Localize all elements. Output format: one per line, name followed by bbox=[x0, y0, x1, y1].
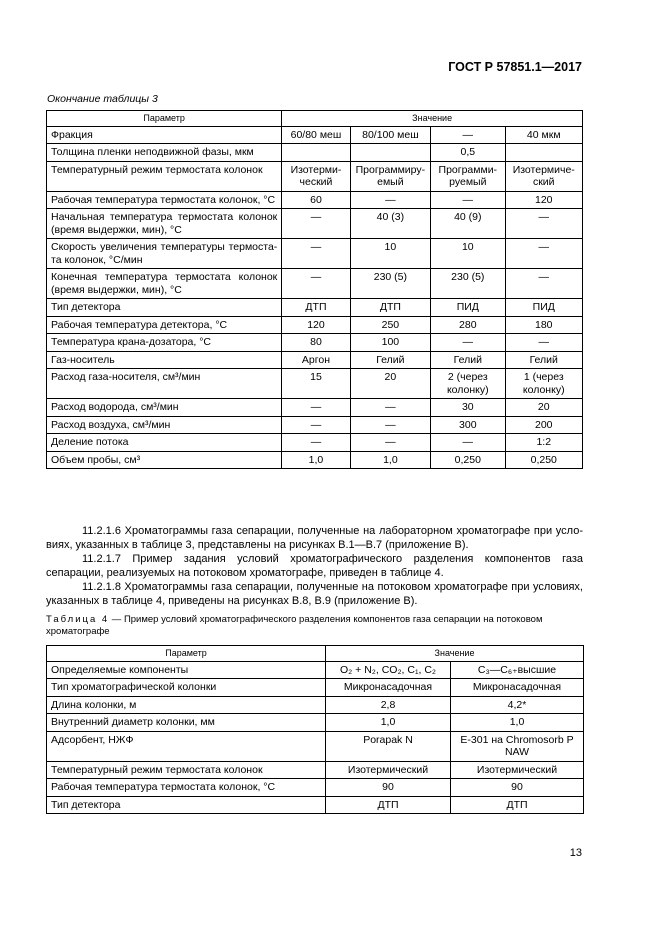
table3-row bbox=[47, 351, 583, 369]
table3-row bbox=[47, 334, 583, 352]
table3-row bbox=[47, 399, 583, 417]
table3-value-cell: Программи-руемый bbox=[431, 161, 505, 191]
table4-header-row bbox=[47, 646, 584, 662]
table3-value-cell: 20 bbox=[350, 369, 430, 399]
table4-param-cell: Тип хроматографической колонки bbox=[47, 679, 326, 697]
table3-value-cell: 80/100 меш bbox=[350, 126, 430, 144]
table4-caption bbox=[46, 614, 583, 638]
table4-row bbox=[47, 761, 584, 779]
table4-param-cell: Длина колонки, м bbox=[47, 696, 326, 714]
table4-row bbox=[47, 714, 584, 732]
table3-param-cell: Деление потока bbox=[47, 434, 282, 452]
table3-value-cell: 230 (5) bbox=[350, 269, 430, 299]
table3-value-cell: 1,0 bbox=[350, 451, 430, 469]
table3-value-cell: 300 bbox=[431, 416, 505, 434]
table3-header-row bbox=[47, 111, 583, 127]
table3-value-cell: — bbox=[505, 269, 583, 299]
table4-param-cell: Определяемые компоненты bbox=[47, 661, 326, 679]
page-number: 13 bbox=[569, 847, 582, 859]
table3-value-cell: — bbox=[350, 191, 430, 209]
table4-value-cell: Изотермический bbox=[451, 761, 584, 779]
table3-row bbox=[47, 434, 583, 452]
table3-value-cell: Гелий bbox=[505, 351, 583, 369]
table4-param-cell: Внутренний диаметр колонки, мм bbox=[47, 714, 326, 732]
table3-value-cell: — bbox=[431, 434, 505, 452]
table3-row bbox=[47, 161, 583, 191]
paragraph-11-2-1-7: 11.2.1.7 Пример задания условий хроматографического разделения компонентов газа сепарации, реализуемых на потоковом хроматографе, приведен в таблице 4. bbox=[46, 553, 583, 579]
table3-value-cell: Изотерми-ческий bbox=[282, 161, 350, 191]
table3-row bbox=[47, 416, 583, 434]
table4-value-cell: Микронасадочная bbox=[326, 679, 451, 697]
table4-row bbox=[47, 661, 584, 679]
table3-param-cell: Конечная температура термостата колонок (время выдержки, мин), °С bbox=[47, 269, 282, 299]
table3-param-cell: Температурный режим термостата колонок bbox=[47, 161, 282, 191]
table3-value-cell: — bbox=[505, 334, 583, 352]
table3-value-cell: — bbox=[431, 334, 505, 352]
paragraph-11-2-1-6: 11.2.1.6 Хроматограммы газа сепарации, полученные на лабораторном хроматографе при усло-виях, указанных в таблице 3, представлены на рисунках В.1—В.7 (приложение В). bbox=[46, 525, 583, 551]
table3-value-cell: 80 bbox=[282, 334, 350, 352]
table3-value-cell bbox=[350, 144, 430, 162]
table3-param-cell: Начальная температура термостата колонок (время выдержки, мин), °С bbox=[47, 209, 282, 239]
table4-value-cell: Е-301 на Chromosorb P NAW bbox=[451, 731, 584, 761]
table3-value-cell: 20 bbox=[505, 399, 583, 417]
table3-row bbox=[47, 126, 583, 144]
table3-row bbox=[47, 369, 583, 399]
table4-value-cell: 90 bbox=[451, 779, 584, 797]
table3-param-cell: Толщина пленки неподвижной фазы, мкм bbox=[47, 144, 282, 162]
table3-param-cell: Рабочая температура термостата колонок, °С bbox=[47, 191, 282, 209]
table4-row bbox=[47, 779, 584, 797]
table3-value-cell: Гелий bbox=[431, 351, 505, 369]
table3-header-param: Параметр bbox=[47, 111, 282, 127]
table3-row bbox=[47, 144, 583, 162]
table3-value-cell: 10 bbox=[431, 239, 505, 269]
table3-value-cell: 40 мкм bbox=[505, 126, 583, 144]
table3-value-cell: Аргон bbox=[282, 351, 350, 369]
table3-value-cell bbox=[282, 144, 350, 162]
table3-value-cell: — bbox=[350, 434, 430, 452]
table3-value-cell: — bbox=[282, 416, 350, 434]
paragraph-11-2-1-8: 11.2.1.8 Хроматограммы газа сепарации, полученные на потоковом хроматографе при условиях, указанных в таблице 4, приведены на рисунках В.8, В.9 (приложение В). bbox=[46, 581, 583, 607]
table-4 bbox=[46, 645, 584, 814]
table3-param-cell: Скорость увеличения температуры термоста-та колонок, °С/мин bbox=[47, 239, 282, 269]
table-3 bbox=[46, 110, 583, 469]
table3-value-cell: 2 (через колонку) bbox=[431, 369, 505, 399]
table3-header-value: Значение bbox=[282, 111, 583, 127]
table3-value-cell: 15 bbox=[282, 369, 350, 399]
table3-value-cell: — bbox=[282, 269, 350, 299]
table4-value-cell: 2,8 bbox=[326, 696, 451, 714]
table3-value-cell bbox=[505, 144, 583, 162]
table4-caption-label: Таблица 4 bbox=[46, 614, 110, 625]
table3-row bbox=[47, 191, 583, 209]
table3-value-cell: 60/80 меш bbox=[282, 126, 350, 144]
table3-value-cell: — bbox=[431, 126, 505, 144]
table4-value-cell: ДТП bbox=[451, 796, 584, 814]
table3-value-cell: ДТП bbox=[282, 299, 350, 317]
table3-value-cell: 1 (через колонку) bbox=[505, 369, 583, 399]
table3-param-cell: Газ-носитель bbox=[47, 351, 282, 369]
table3-value-cell: 280 bbox=[431, 316, 505, 334]
table3-value-cell: — bbox=[350, 399, 430, 417]
table3-value-cell: 200 bbox=[505, 416, 583, 434]
table3-param-cell: Расход водорода, см³/мин bbox=[47, 399, 282, 417]
table3-param-cell: Объем пробы, см³ bbox=[47, 451, 282, 469]
table3-value-cell: — bbox=[431, 191, 505, 209]
table3-value-cell: 10 bbox=[350, 239, 430, 269]
table3-value-cell: — bbox=[505, 239, 583, 269]
table4-param-cell: Температурный режим термостата колонок bbox=[47, 761, 326, 779]
table3-value-cell: 30 bbox=[431, 399, 505, 417]
document-header: ГОСТ Р 57851.1—2017 bbox=[448, 60, 582, 74]
table4-value-cell: Porapak N bbox=[326, 731, 451, 761]
table4-param-cell: Адсорбент, НЖФ bbox=[47, 731, 326, 761]
table3-value-cell: 0,250 bbox=[505, 451, 583, 469]
table3-param-cell: Фракция bbox=[47, 126, 282, 144]
table3-param-cell: Температура крана-дозатора, °С bbox=[47, 334, 282, 352]
table4-value-cell: C₃—C₆₊высшие bbox=[451, 661, 584, 679]
table4-param-cell: Тип детектора bbox=[47, 796, 326, 814]
table3-row bbox=[47, 209, 583, 239]
table4-value-cell: Микронасадочная bbox=[451, 679, 584, 697]
table4-header-value: Значение bbox=[326, 646, 584, 662]
table3-value-cell: — bbox=[505, 209, 583, 239]
table4-row bbox=[47, 696, 584, 714]
table3-param-cell: Расход газа-носителя, см³/мин bbox=[47, 369, 282, 399]
table3-value-cell: 40 (3) bbox=[350, 209, 430, 239]
table3-row bbox=[47, 269, 583, 299]
table3-value-cell: — bbox=[282, 239, 350, 269]
table3-value-cell: ПИД bbox=[431, 299, 505, 317]
table3-value-cell: 60 bbox=[282, 191, 350, 209]
table3-value-cell: 1,0 bbox=[282, 451, 350, 469]
table4-value-cell: 90 bbox=[326, 779, 451, 797]
table3-value-cell: Гелий bbox=[350, 351, 430, 369]
table3-value-cell: — bbox=[350, 416, 430, 434]
table3-value-cell: ДТП bbox=[350, 299, 430, 317]
table3-row bbox=[47, 239, 583, 269]
table3-value-cell: 1:2 bbox=[505, 434, 583, 452]
table4-row bbox=[47, 796, 584, 814]
table4-value-cell: O₂ + N₂, CO₂, C₁, C₂ bbox=[326, 661, 451, 679]
table4-value-cell: 4,2* bbox=[451, 696, 584, 714]
table3-value-cell: Изотермиче-ский bbox=[505, 161, 583, 191]
table4-header-param: Параметр bbox=[47, 646, 326, 662]
table4-row bbox=[47, 731, 584, 761]
table3-value-cell: — bbox=[282, 209, 350, 239]
table3-param-cell: Тип детектора bbox=[47, 299, 282, 317]
table3-value-cell: 180 bbox=[505, 316, 583, 334]
table4-row bbox=[47, 679, 584, 697]
table3-row bbox=[47, 316, 583, 334]
table3-value-cell: Программиру-емый bbox=[350, 161, 430, 191]
table3-row bbox=[47, 299, 583, 317]
table4-value-cell: ДТП bbox=[326, 796, 451, 814]
table4-value-cell: Изотермический bbox=[326, 761, 451, 779]
table3-value-cell: 120 bbox=[282, 316, 350, 334]
table3-value-cell: 230 (5) bbox=[431, 269, 505, 299]
table3-value-cell: 250 bbox=[350, 316, 430, 334]
table3-value-cell: 120 bbox=[505, 191, 583, 209]
table3-row bbox=[47, 451, 583, 469]
table3-param-cell: Расход воздуха, см³/мин bbox=[47, 416, 282, 434]
table3-value-cell: 0,250 bbox=[431, 451, 505, 469]
table3-caption: Окончание таблицы 3 bbox=[47, 93, 158, 105]
table3-value-cell: 0,5 bbox=[431, 144, 505, 162]
table4-value-cell: 1,0 bbox=[451, 714, 584, 732]
table3-value-cell: 40 (9) bbox=[431, 209, 505, 239]
table3-value-cell: ПИД bbox=[505, 299, 583, 317]
table4-param-cell: Рабочая температура термостата колонок, °С bbox=[47, 779, 326, 797]
table4-caption-text: — Пример условий хроматографического разделения компонентов газа сепарации на потоковом хроматографе bbox=[46, 614, 543, 637]
table3-value-cell: — bbox=[282, 434, 350, 452]
table3-value-cell: — bbox=[282, 399, 350, 417]
table4-value-cell: 1,0 bbox=[326, 714, 451, 732]
table3-value-cell: 100 bbox=[350, 334, 430, 352]
table3-param-cell: Рабочая температура детектора, °С bbox=[47, 316, 282, 334]
